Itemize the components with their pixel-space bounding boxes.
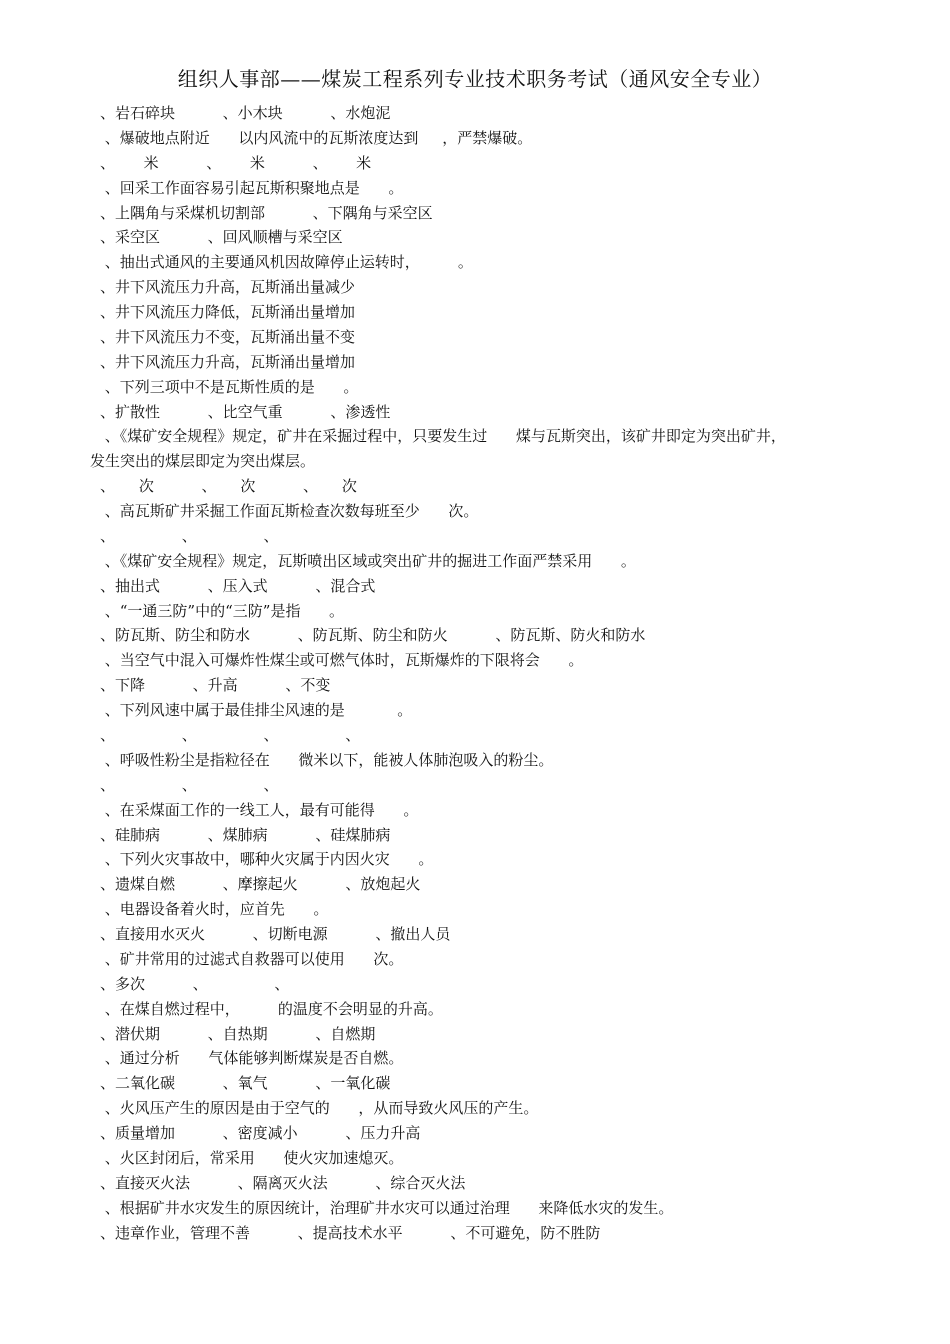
text-line: 、井下风流压力升高，瓦斯涌出量增加 bbox=[100, 352, 356, 371]
text-line: 、根据矿井水灾发生的原因统计，治理矿井水灾可以通过治理 来降低水灾的发生。 bbox=[100, 1198, 674, 1217]
text-line: 、二氧化碳 、氧气 、一氧化碳 bbox=[100, 1074, 391, 1093]
text-line: 、 米 、 米 、 米 bbox=[100, 153, 372, 172]
text-line: 、下列风速中属于最佳排尘风速的是 。 bbox=[100, 701, 413, 720]
text-line: 、呼吸性粉尘是指粒径在 微米以下，能被人体肺泡吸入的粉尘。 bbox=[100, 750, 554, 769]
text-line: 、下列三项中不是瓦斯性质的是 。 bbox=[100, 377, 359, 396]
text-line: 、 、 、 、 bbox=[100, 726, 361, 744]
text-line: 、多次 、 、 bbox=[100, 974, 290, 993]
text-line: 、防瓦斯、防尘和防水 、防瓦斯、防尘和防火 、防瓦斯、防火和防水 bbox=[100, 626, 646, 645]
text-line: 、高瓦斯矿井采掘工作面瓦斯检查次数每班至少 次。 bbox=[100, 502, 479, 521]
text-line: 、抽出式通风的主要通风机因故障停止运转时， 。 bbox=[100, 253, 473, 272]
text-line: 发生突出的煤层即定为突出煤层。 bbox=[90, 452, 316, 471]
text-line: 、在采煤面工作的一线工人，最有可能得 。 bbox=[100, 800, 419, 819]
text-line: 、在煤自燃过程中， 的温度不会明显的升高。 bbox=[100, 999, 443, 1018]
text-line: 、抽出式 、压入式 、混合式 bbox=[100, 576, 376, 595]
text-line: 、硅肺病 、煤肺病 、硅煤肺病 bbox=[100, 825, 391, 844]
text-line: 、下列火灾事故中，哪种火灾属于内因火灾 。 bbox=[100, 850, 434, 869]
text-line: 、扩散性 、比空气重 、渗透性 bbox=[100, 402, 391, 421]
text-line: 、 、 、 bbox=[100, 526, 279, 545]
text-line: 、违章作业，管理不善 、提高技术水平 、不可避免，防不胜防 bbox=[100, 1223, 601, 1242]
text-line: 、岩石碎块 、小木块 、水炮泥 bbox=[100, 104, 391, 122]
text-line: 、“一通三防”中的“三防”是指 。 bbox=[100, 601, 345, 620]
page-title: 组织人事部——煤炭工程系列专业技术职务考试（通风安全专业） bbox=[177, 67, 773, 91]
text-line: 、火风压产生的原因是由于空气的 ，从而导致火风压的产生。 bbox=[100, 1099, 539, 1118]
text-line: 、采空区 、回风顺槽与采空区 bbox=[100, 228, 343, 247]
text-line: 、通过分析 气体能够判断煤炭是否自燃。 bbox=[100, 1049, 404, 1068]
text-line: 、上隅角与采煤机切割部 、下隅角与采空区 bbox=[100, 203, 433, 222]
text-line: 、下降 、升高 、不变 bbox=[100, 676, 331, 695]
text-line: 、《煤矿安全规程》规定，瓦斯喷出区域或突出矿井的掘进工作面严禁采用 。 bbox=[100, 551, 636, 570]
text-line: 、井下风流压力不变，瓦斯涌出量不变 bbox=[100, 327, 356, 346]
text-line: 、潜伏期 、自热期 、自燃期 bbox=[100, 1024, 376, 1043]
text-line: 、直接用水灭火 、切断电源 、撤出人员 bbox=[100, 925, 451, 944]
text-line: 、 次 、 次 、 次 bbox=[100, 477, 357, 496]
text-line: 、《煤矿安全规程》规定，矿井在采掘过程中，只要发生过 煤与瓦斯突出，该矿井即定为突出矿井， bbox=[100, 427, 786, 446]
text-line: 、爆破地点附近 以内风流中的瓦斯浓度达到 ，严禁爆破。 bbox=[100, 128, 533, 147]
text-line: 、矿井常用的过滤式自救器可以使用 次。 bbox=[100, 949, 404, 968]
text-line: 、遗煤自燃 、摩擦起火 、放炮起火 bbox=[100, 875, 421, 894]
text-line: 、直接灭火法 、隔离灭火法 、综合灭火法 bbox=[100, 1173, 466, 1192]
text-line: 、当空气中混入可爆炸性煤尘或可燃气体时，瓦斯爆炸的下限将会 。 bbox=[100, 651, 584, 670]
text-line: 、井下风流压力降低，瓦斯涌出量增加 bbox=[100, 303, 356, 322]
text-line: 、质量增加 、密度减小 、压力升高 bbox=[100, 1124, 421, 1143]
text-line: 、回采工作面容易引起瓦斯积聚地点是 。 bbox=[100, 178, 404, 197]
text-line: 、井下风流压力升高，瓦斯涌出量减少 bbox=[100, 278, 356, 297]
text-line: 、火区封闭后，常采用 使火灾加速熄灭。 bbox=[100, 1148, 404, 1167]
text-line: 、 、 、 bbox=[100, 775, 279, 794]
text-line: 、电器设备着火时，应首先 。 bbox=[100, 900, 329, 919]
